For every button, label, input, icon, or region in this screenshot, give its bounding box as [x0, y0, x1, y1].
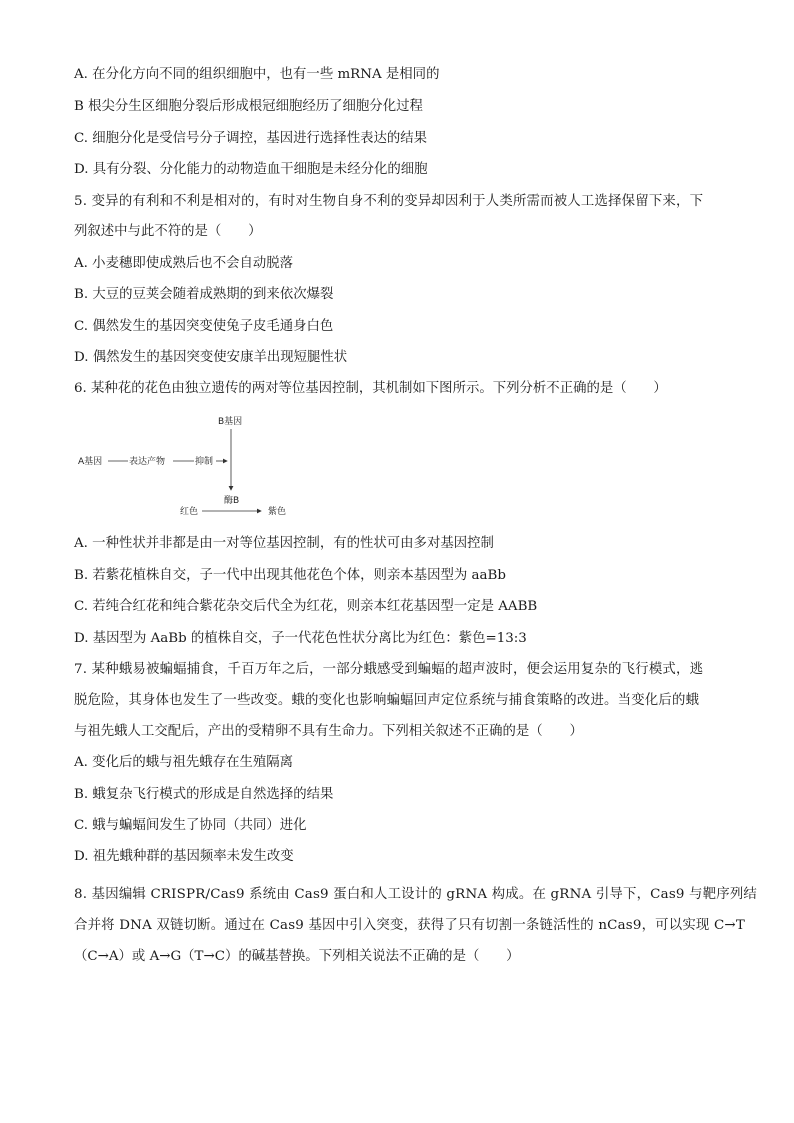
product-label: 表达产物 [129, 457, 166, 467]
q6-option-d: D. 基因型为 AaBb 的植株自交，子一代花色性状分离比为红色：紫色=13:3 [74, 631, 527, 646]
q7-option-b: B. 蛾复杂飞行模式的形成是自然选择的结果 [74, 787, 334, 802]
q7-option-d: D. 祖先蛾种群的基因频率未发生改变 [74, 849, 294, 864]
q8-stem-line2: 合并将 DNA 双链切断。通过在 Cas9 基因中引入突变，获得了只有切割一条链活性的 nCas9，可以实现 C→T [74, 918, 745, 933]
a-gene-label: A基因 [78, 457, 103, 467]
q7-option-c: C. 蛾与蝙蝠间发生了协同（共同）进化 [74, 818, 307, 833]
q6-option-a: A. 一种性状并非都是由一对等位基因控制，有的性状可由多对基因控制 [74, 536, 494, 551]
q7-stem-line1: 7. 某种蛾易被蝙蝠捕食，千百万年之后，一部分蛾感受到蝙蝠的超声波时，便会运用复杂的飞行模式，逃 [74, 662, 704, 677]
q8-stem-line1: 8. 基因编辑 CRISPR/Cas9 系统由 Cas9 蛋白和人工设计的 gRNA 构成。在 gRNA 引导下，Cas9 与靶序列结 [74, 887, 758, 902]
q7-stem-line3: 与祖先蛾人工交配后，产出的受精卵不具有生命力。下列相关叙述不正确的是（ ） [74, 724, 583, 739]
enzyme-b-label: 酶B [224, 496, 240, 506]
red-color-label: 红色 [180, 507, 199, 517]
q4-option-a: A. 在分化方向不同的组织细胞中，也有一些 mRNA 是相同的 [74, 67, 440, 82]
q4-option-d: D. 具有分裂、分化能力的动物造血干细胞是未经分化的细胞 [74, 162, 428, 177]
q8-stem-line3: （C→A）或 A→G（T→C）的碱基替换。下列相关说法不正确的是（ ） [74, 949, 520, 964]
q5-stem-line1: 5. 变异的有利和不利是相对的，有时对生物自身不利的变异却因利于人类所需而被人工选择保留下来，下 [74, 194, 704, 209]
q5-option-b: B. 大豆的豆荚会随着成熟期的到来依次爆裂 [74, 287, 334, 302]
q6-stem: 6. 某种花的花色由独立遗传的两对等位基因控制，其机制如下图所示。下列分析不正确的是（ ） [74, 381, 667, 396]
purple-color-label: 紫色 [268, 507, 287, 517]
q6-option-c: C. 若纯合红花和纯合紫花杂交后代全为红花，则亲本红花基因型一定是 AABB [74, 599, 538, 614]
q5-option-a: A. 小麦穗即使成熟后也不会自动脱落 [74, 256, 294, 271]
q5-option-c: C. 偶然发生的基因突变使兔子皮毛通身白色 [74, 319, 334, 334]
inhibit-label: 抑制 [195, 457, 214, 467]
q4-option-c: C. 细胞分化是受信号分子调控，基因进行选择性表达的结果 [74, 131, 428, 146]
q4-option-b: B 根尖分生区细胞分裂后形成根冠细胞经历了细胞分化过程 [74, 99, 423, 114]
flower-color-mechanism-diagram [70, 408, 310, 523]
q5-stem-line2: 列叙述中与此不符的是（ ） [74, 224, 262, 239]
q5-option-d: D. 偶然发生的基因突变使安康羊出现短腿性状 [74, 350, 348, 365]
b-gene-label: B基因 [218, 417, 243, 427]
q6-option-b: B. 若紫花植株自交，子一代中出现其他花色个体，则亲本基因型为 aaBb [74, 568, 506, 583]
q7-stem-line2: 脱危险，其身体也发生了一些改变。蛾的变化也影响蝙蝠回声定位系统与捕食策略的改进。当变化后的蛾 [74, 693, 700, 708]
q7-option-a: A. 变化后的蛾与祖先蛾存在生殖隔离 [74, 755, 294, 770]
